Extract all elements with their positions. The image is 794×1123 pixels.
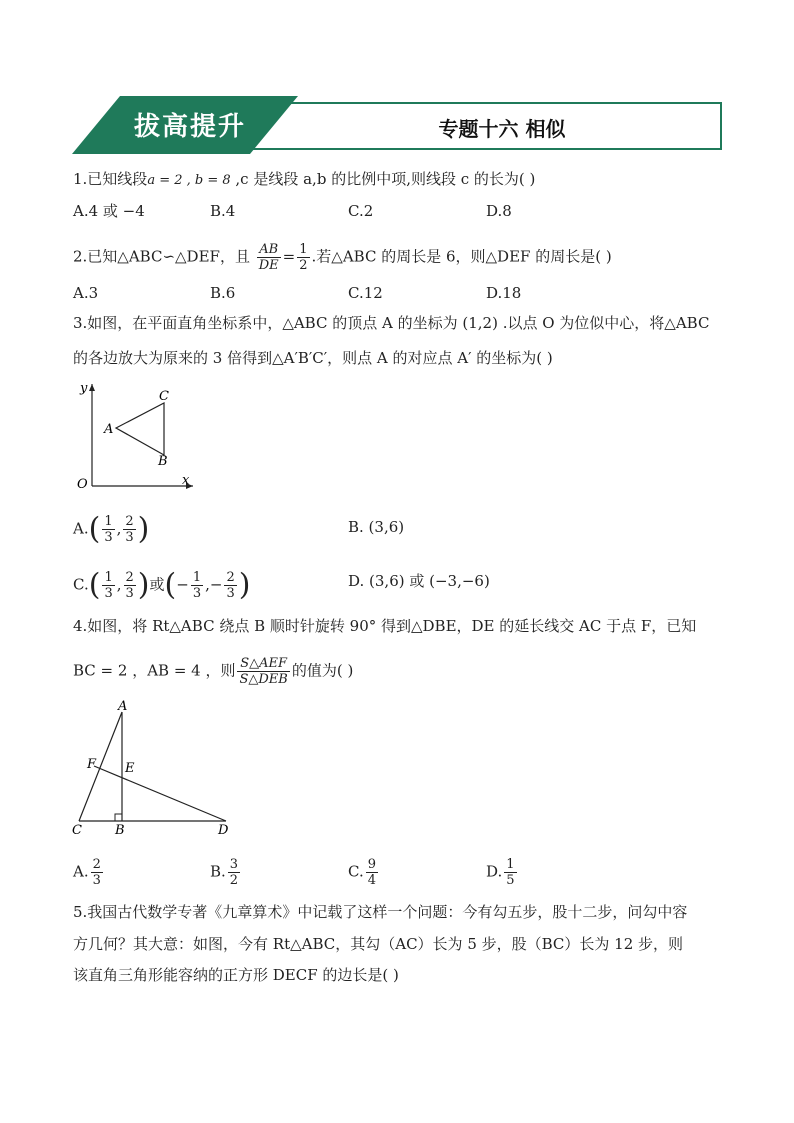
q2-option-a[interactable]: A.3 bbox=[73, 284, 99, 302]
label-b: B bbox=[158, 454, 168, 469]
question-4-line-2: BC = 2 ，AB = 4 ，则 $\frac{\text{S△AEF}}{\text{S△DEB}}$ 的值为( ) bbox=[73, 656, 354, 687]
label-x: x bbox=[182, 473, 190, 488]
question-4-line-1: 4.如图，将 Rt△ABC 绕点 B 顺时针旋转 90° 得到△DBE，DE 的延长线交 AC 于点 F，已知 bbox=[73, 617, 697, 635]
label-d: D bbox=[218, 823, 229, 838]
label-a: A bbox=[104, 422, 114, 437]
question-3-line-1: 3.如图，在平面直角坐标系中，△ABC 的顶点 A 的坐标为 (1,2) .以点 O 为位似中心，将△ABC bbox=[73, 314, 710, 332]
label-f: F bbox=[87, 757, 97, 772]
header-banner bbox=[72, 96, 722, 154]
q1-text: ,c 是线段 a,b 的比例中项,则线段 c 的长为( ) bbox=[230, 170, 536, 188]
question-1 bbox=[73, 169, 535, 191]
q4-option-b[interactable]: B. $\frac{3}{2}$ bbox=[210, 857, 239, 888]
q2-prefix: 2.已知△ABC∽△DEF，且 bbox=[73, 247, 250, 266]
label-c: C bbox=[72, 823, 82, 838]
q2-text: .若△ABC 的周长是 6，则△DEF 的周长是( ) bbox=[311, 247, 612, 266]
question-3-line-2: 的各边放大为原来的 3 倍得到△A′B′C′，则点 A 的对应点 A′ 的坐标为( ) bbox=[73, 349, 553, 367]
label-e: E bbox=[125, 761, 135, 776]
segment-df bbox=[94, 766, 226, 821]
q3-option-b[interactable]: B. (3,6) bbox=[348, 518, 405, 536]
segment-ac bbox=[79, 712, 122, 821]
q4-option-d[interactable]: D. $\frac{1}{5}$ bbox=[486, 857, 515, 888]
q2-fraction-half: $\frac{1}{2}$ bbox=[299, 242, 308, 273]
q3-option-c[interactable]: C.( $\frac{1}{3}$ , $\frac{2}{3}$ )或(− $\frac{1}{3}$ ,− $\frac{2}{3}$ ) bbox=[73, 567, 251, 603]
q3-option-a[interactable]: A.( $\frac{1}{3}$ , $\frac{2}{3}$ ) bbox=[73, 511, 150, 547]
q4-triangle-figure bbox=[68, 698, 240, 838]
triangle-abc bbox=[116, 403, 164, 455]
label-y: y bbox=[80, 381, 88, 396]
q4-option-a[interactable]: A. $\frac{2}{3}$ bbox=[73, 857, 101, 888]
q1-option-d[interactable]: D.8 bbox=[486, 202, 512, 220]
label-c: C bbox=[159, 389, 169, 404]
q1-prefix: 1.已知线段 bbox=[73, 170, 148, 188]
label-o: O bbox=[77, 477, 88, 492]
question-2: 2.已知△ABC∽△DEF，且 $\frac{AB}{DE}$ = $\frac{1}{2}$ .若△ABC 的周长是 6，则△DEF 的周长是( ) bbox=[73, 242, 612, 273]
q2-option-c[interactable]: C.12 bbox=[348, 284, 383, 302]
q1-option-c[interactable]: C.2 bbox=[348, 202, 374, 220]
question-5-line-3: 该直角三角形能容纳的正方形 DECF 的边长是( ) bbox=[73, 966, 399, 984]
q2-option-b[interactable]: B.6 bbox=[210, 284, 236, 302]
q3-coordinate-figure bbox=[68, 378, 198, 496]
q2-option-d[interactable]: D.18 bbox=[486, 284, 522, 302]
label-a: A bbox=[118, 699, 128, 714]
right-angle-mark bbox=[115, 814, 122, 821]
q1-option-a[interactable]: A.4 或 −4 bbox=[73, 202, 145, 220]
q1-math: a = 2 , b = 8 bbox=[147, 173, 231, 188]
q4-option-c[interactable]: C. $\frac{9}{4}$ bbox=[348, 857, 376, 888]
q2-fraction-ab-de: $\frac{AB}{DE}$ bbox=[258, 242, 279, 273]
q1-option-b[interactable]: B.4 bbox=[210, 202, 236, 220]
y-axis-arrow bbox=[89, 384, 95, 391]
question-5-line-2: 方几何？其大意：如图，今有 Rt△ABC，其勾（AC）长为 5 步，股（BC）长为 12 步，则 bbox=[73, 935, 684, 953]
q3-option-d[interactable]: D. (3,6) 或 (−3,−6) bbox=[348, 572, 490, 590]
page-title: 专题十六 相似 bbox=[438, 117, 566, 141]
question-5-line-1: 5.我国古代数学专著《九章算术》中记载了这样一个问题：今有勾五步，股十二步，问勾中容 bbox=[73, 903, 688, 921]
label-b: B bbox=[115, 823, 125, 838]
q4-area-ratio: $\frac{\text{S△AEF}}{\text{S△DEB}}$ bbox=[239, 656, 288, 687]
topic-tag-label: 拔高提升 bbox=[133, 112, 246, 142]
